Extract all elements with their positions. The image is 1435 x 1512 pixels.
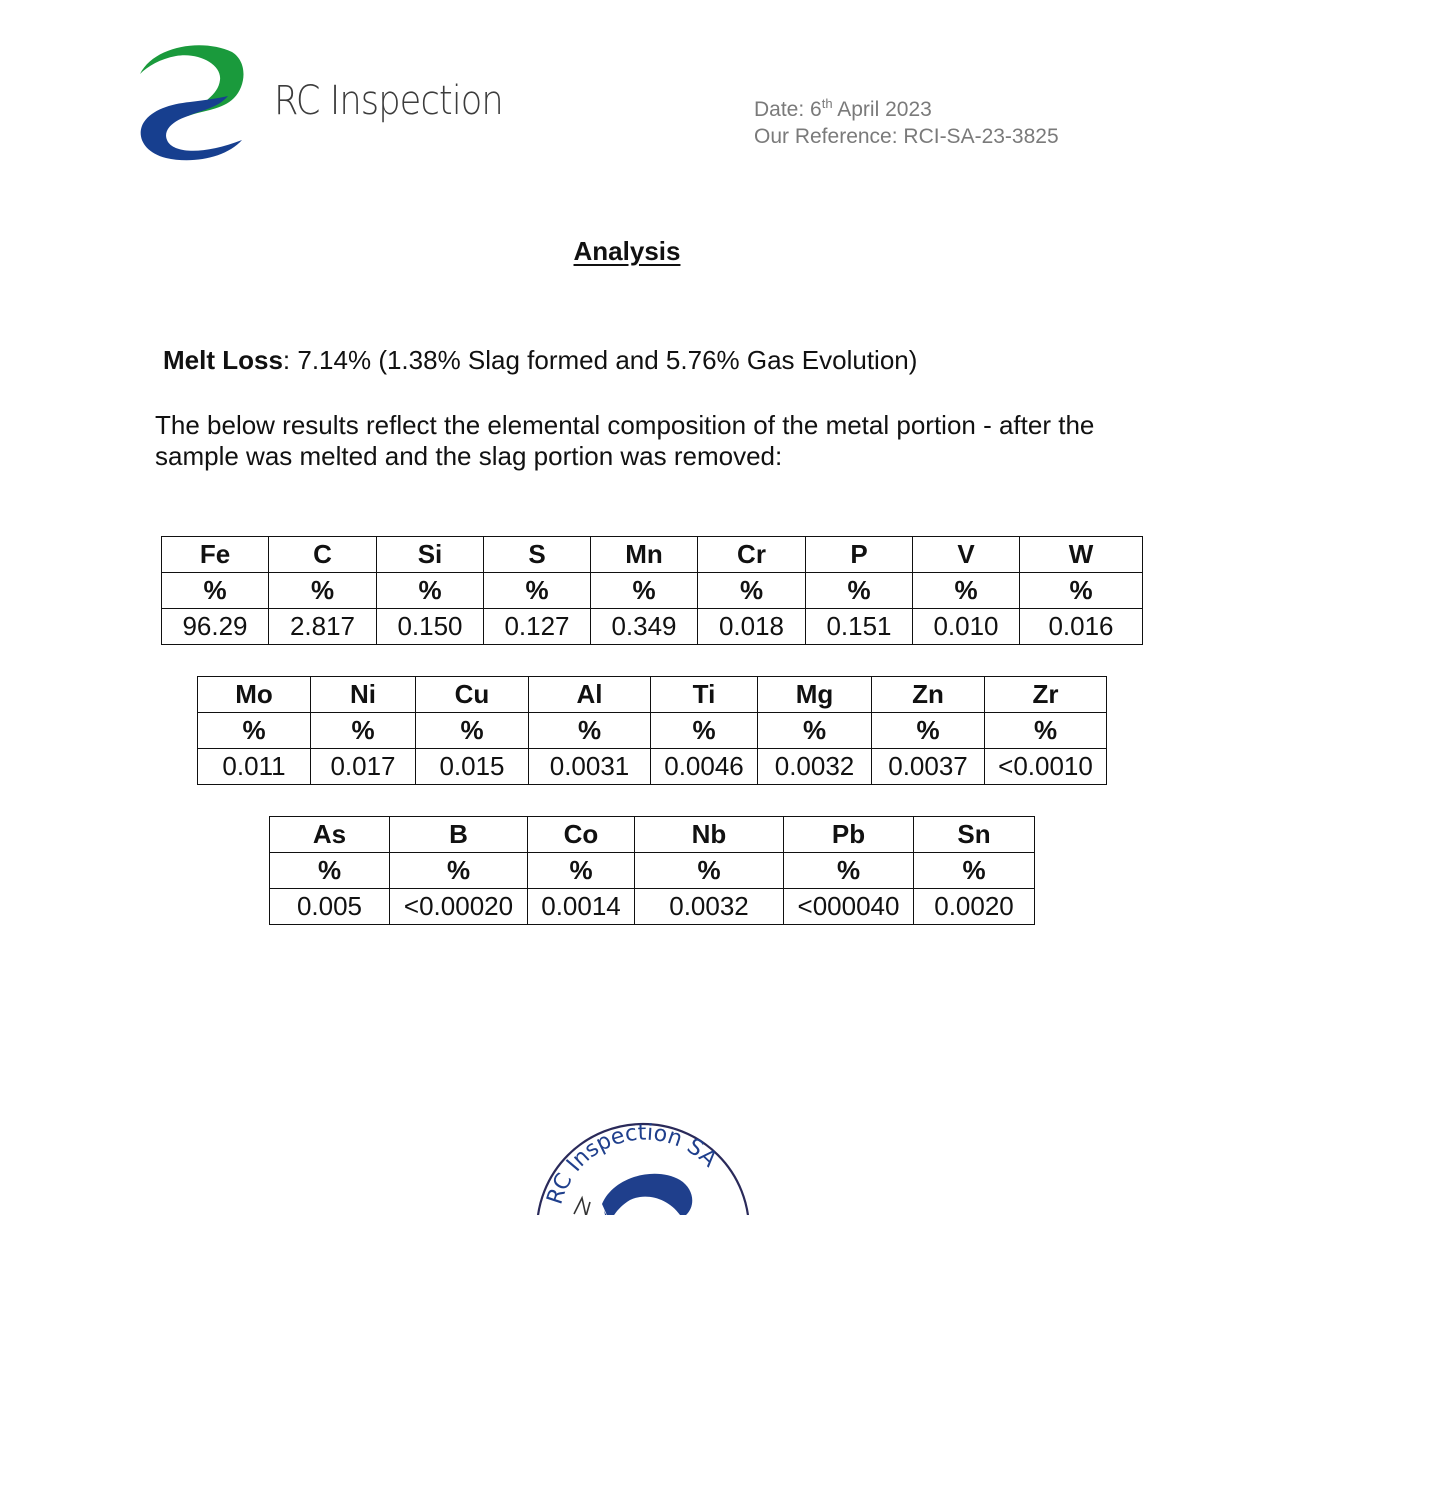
value-cell: 0.0014 bbox=[528, 889, 635, 925]
value-cell: <0.00020 bbox=[390, 889, 528, 925]
table-row-values bbox=[270, 889, 1035, 925]
unit-cell: % bbox=[270, 853, 390, 889]
value-cell: 0.0031 bbox=[529, 749, 651, 785]
value-cell: 96.29 bbox=[162, 609, 269, 645]
value-cell: 0.010 bbox=[913, 609, 1020, 645]
element-cell: Nb bbox=[635, 817, 784, 853]
value-cell: 0.017 bbox=[311, 749, 416, 785]
element-cell: V bbox=[913, 537, 1020, 573]
document-reference: Our Reference: RCI-SA-23-3825 bbox=[754, 125, 1059, 148]
value-cell: 0.151 bbox=[806, 609, 913, 645]
unit-cell: % bbox=[528, 853, 635, 889]
element-cell: Mg bbox=[758, 677, 872, 713]
table-row-elements bbox=[198, 677, 1107, 713]
element-cell: Co bbox=[528, 817, 635, 853]
unit-cell: % bbox=[1020, 573, 1143, 609]
unit-cell: % bbox=[390, 853, 528, 889]
value-cell: 0.349 bbox=[591, 609, 698, 645]
composition-table-1 bbox=[161, 536, 1143, 645]
table-row-values bbox=[162, 609, 1143, 645]
unit-cell: % bbox=[377, 573, 484, 609]
unit-cell: % bbox=[416, 713, 529, 749]
value-cell: 0.005 bbox=[270, 889, 390, 925]
unit-cell: % bbox=[311, 713, 416, 749]
date-ordinal-suffix: th bbox=[821, 96, 833, 111]
value-cell: 0.0020 bbox=[914, 889, 1035, 925]
unit-cell: % bbox=[162, 573, 269, 609]
unit-cell: % bbox=[698, 573, 806, 609]
value-cell: 0.015 bbox=[416, 749, 529, 785]
melt-loss-label: Melt Loss bbox=[163, 345, 283, 375]
table-row-elements bbox=[270, 817, 1035, 853]
element-cell: As bbox=[270, 817, 390, 853]
unit-cell: % bbox=[591, 573, 698, 609]
composition-table-2 bbox=[197, 676, 1107, 785]
element-cell: Mn bbox=[591, 537, 698, 573]
rc-logo-icon bbox=[136, 40, 248, 162]
document-date bbox=[754, 96, 1059, 123]
table-row-elements bbox=[162, 537, 1143, 573]
company-stamp bbox=[530, 1118, 756, 1215]
unit-cell: % bbox=[872, 713, 985, 749]
element-cell: Al bbox=[529, 677, 651, 713]
unit-cell: % bbox=[784, 853, 914, 889]
intro-paragraph: The below results reflect the elemental composition of the metal portion - after the sample was melted and the slag portion was removed: bbox=[155, 410, 1095, 471]
element-cell: Zr bbox=[985, 677, 1107, 713]
element-cell: Ni bbox=[311, 677, 416, 713]
unit-cell: % bbox=[651, 713, 758, 749]
element-cell: Mo bbox=[198, 677, 311, 713]
date-rest: April 2023 bbox=[832, 98, 932, 121]
element-cell: Pb bbox=[784, 817, 914, 853]
value-cell: 0.150 bbox=[377, 609, 484, 645]
company-logo bbox=[136, 40, 248, 162]
value-cell: 0.0032 bbox=[635, 889, 784, 925]
value-cell: 2.817 bbox=[269, 609, 377, 645]
element-cell: Cu bbox=[416, 677, 529, 713]
element-cell: Cr bbox=[698, 537, 806, 573]
page-title: Analysis bbox=[573, 236, 681, 266]
company-name: RC Inspection bbox=[274, 78, 503, 124]
table-row-units bbox=[270, 853, 1035, 889]
svg-text:RC Inspection SA: RC Inspection SA bbox=[542, 1120, 722, 1208]
value-cell: 0.0032 bbox=[758, 749, 872, 785]
value-cell: <0.0010 bbox=[985, 749, 1107, 785]
value-cell: 0.0046 bbox=[651, 749, 758, 785]
unit-cell: % bbox=[198, 713, 311, 749]
unit-cell: % bbox=[758, 713, 872, 749]
element-cell: Ti bbox=[651, 677, 758, 713]
melt-loss-value: : 7.14% (1.38% Slag formed and 5.76% Gas Evolution) bbox=[282, 345, 918, 375]
element-cell: Si bbox=[377, 537, 484, 573]
value-cell: 0.011 bbox=[198, 749, 311, 785]
table-row-units bbox=[198, 713, 1107, 749]
unit-cell: % bbox=[269, 573, 377, 609]
value-cell: <000040 bbox=[784, 889, 914, 925]
unit-cell: % bbox=[806, 573, 913, 609]
element-cell: S bbox=[484, 537, 591, 573]
value-cell: 0.0037 bbox=[872, 749, 985, 785]
element-cell: P bbox=[806, 537, 913, 573]
document-meta bbox=[754, 96, 1059, 150]
unit-cell: % bbox=[985, 713, 1107, 749]
melt-loss-line bbox=[163, 345, 917, 376]
stamp-seal-icon bbox=[530, 1118, 756, 1215]
element-cell: B bbox=[390, 817, 528, 853]
element-cell: Fe bbox=[162, 537, 269, 573]
element-cell: Sn bbox=[914, 817, 1035, 853]
table-row-values bbox=[198, 749, 1107, 785]
element-cell: Zn bbox=[872, 677, 985, 713]
value-cell: 0.127 bbox=[484, 609, 591, 645]
table-row-units bbox=[162, 573, 1143, 609]
element-cell: C bbox=[269, 537, 377, 573]
composition-table-3 bbox=[269, 816, 1035, 925]
unit-cell: % bbox=[913, 573, 1020, 609]
value-cell: 0.018 bbox=[698, 609, 806, 645]
value-cell: 0.016 bbox=[1020, 609, 1143, 645]
unit-cell: % bbox=[484, 573, 591, 609]
element-cell: W bbox=[1020, 537, 1143, 573]
unit-cell: % bbox=[635, 853, 784, 889]
unit-cell: % bbox=[914, 853, 1035, 889]
date-prefix: Date: 6 bbox=[754, 98, 822, 121]
unit-cell: % bbox=[529, 713, 651, 749]
